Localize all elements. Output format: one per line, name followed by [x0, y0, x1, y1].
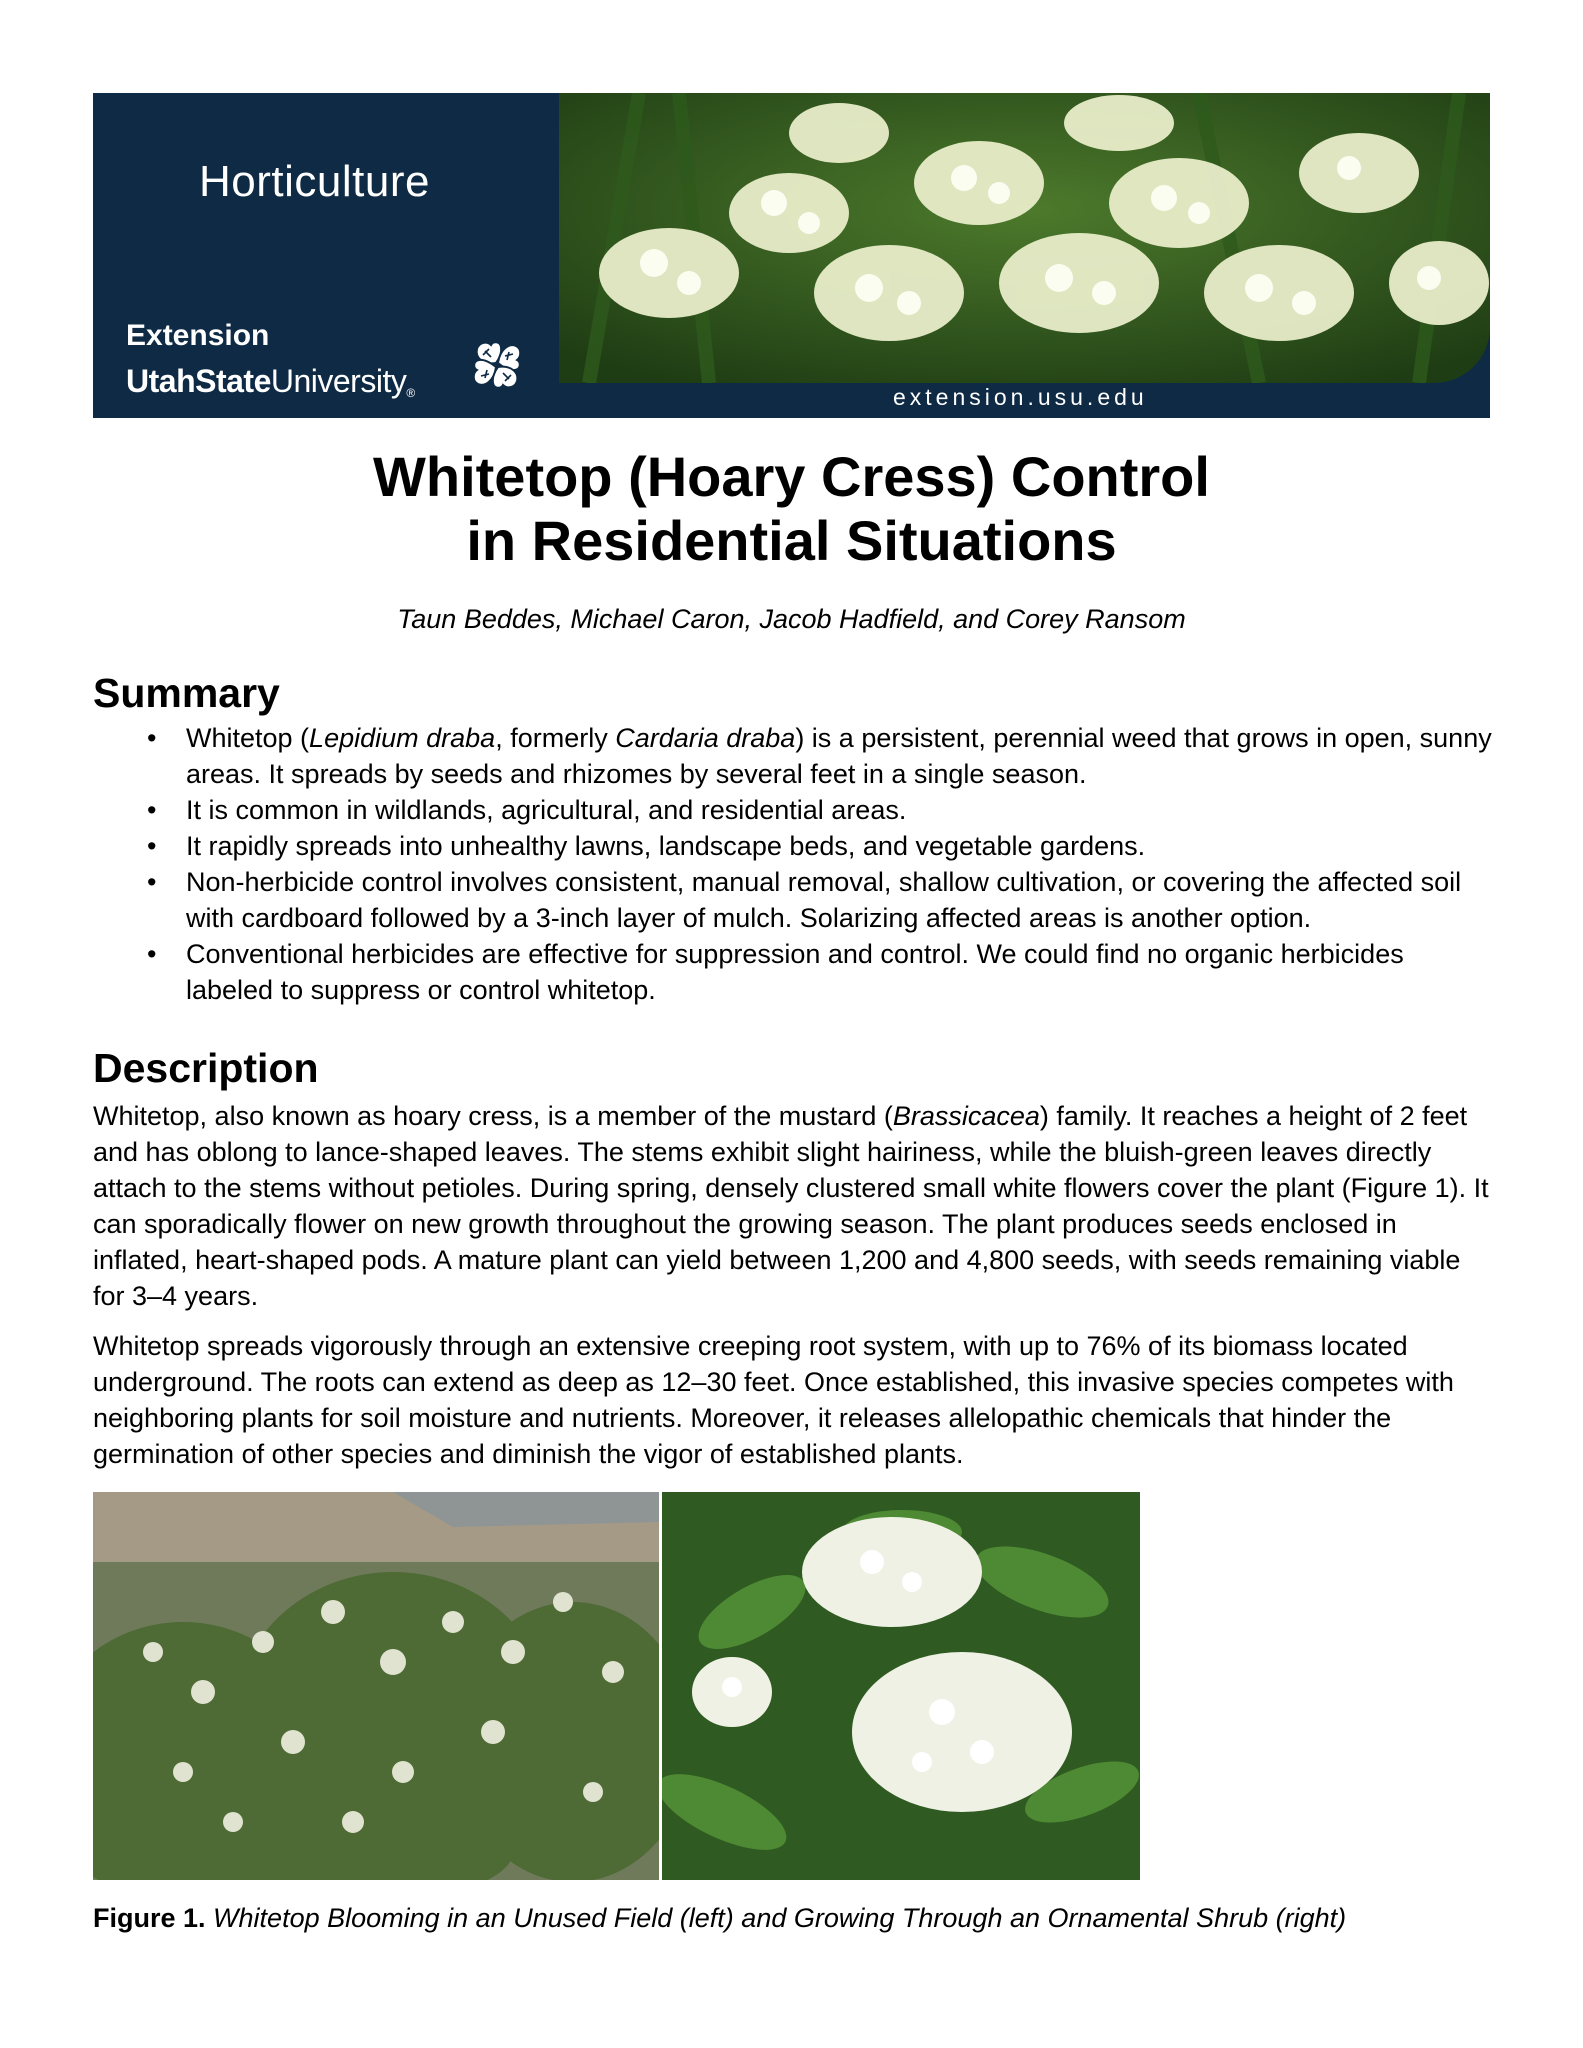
- text-run: ) is a persistent, perennial weed that grows in open, sunny areas. It spreads by seeds and rhizomes by several feet in a single season.: [186, 723, 1492, 789]
- figure-caption: [93, 1903, 1346, 1934]
- description-paragraph-1: [93, 1098, 1493, 1314]
- text-run: Whitetop, also known as hoary cress, is a member of the mustard (: [93, 1101, 893, 1131]
- species-name: Cardaria draba: [615, 723, 796, 753]
- title-line-2: in Residential Situations: [466, 509, 1117, 572]
- bullet-glyph: •: [147, 723, 157, 753]
- bullet-glyph: •: [147, 939, 157, 969]
- usu-wordmark: [126, 363, 415, 400]
- usu-wordmark-bold: UtahState: [126, 363, 271, 399]
- text-run: Whitetop (: [186, 723, 310, 753]
- text-run: It is common in wildlands, agricultural, and residential areas.: [186, 795, 907, 825]
- 4h-clover-icon: [469, 337, 525, 393]
- family-name: Brassicacea: [892, 1101, 1040, 1131]
- text-run: , formerly: [495, 723, 616, 753]
- description-heading: Description: [93, 1045, 319, 1091]
- species-name: Lepidium draba: [309, 723, 496, 753]
- section-label: Horticulture: [199, 157, 430, 206]
- summary-bullet-1: [93, 720, 1493, 792]
- text-run: ) family. It reaches a height of 2 feet and has oblong to lance-shaped leaves. The stems exhibit slight hairiness, while the bluish-green leaves directly attach to the stems without petioles. During spring, densely clustered small white flowers cover the plant (Figure 1). It can sporadically flower on new growth throughout the growing season. The plant produces seeds enclosed in inflated, heart-shaped pods. A mature plant can yield between 1,200 and 4,800 seeds, with seeds remaining viable for 3–4 years.: [93, 1101, 1489, 1311]
- figure-photo-shrub: [662, 1492, 1140, 1880]
- bullet-glyph: •: [147, 867, 157, 897]
- extension-url[interactable]: extension.usu.edu: [893, 384, 1148, 410]
- bullet-glyph: •: [147, 831, 157, 861]
- text-run: It rapidly spreads into unhealthy lawns, landscape beds, and vegetable gardens.: [186, 831, 1146, 861]
- text-run: Conventional herbicides are effective for suppression and control. We could find no organic herbicides labeled to suppress or control whitetop.: [186, 939, 1404, 1005]
- title-line-1: Whitetop (Hoary Cress) Control: [373, 445, 1210, 508]
- bullet-glyph: •: [147, 795, 157, 825]
- extension-label: Extension: [126, 319, 270, 352]
- text-run: Non-herbicide control involves consistent, manual removal, shallow cultivation, or covering the affected soil with cardboard followed by a 3-inch layer of mulch. Solarizing affected areas is another option.: [186, 867, 1462, 933]
- registered-mark: ®: [406, 386, 415, 400]
- summary-bullet-2: [93, 792, 1493, 828]
- figure-label: Figure 1.: [93, 1903, 206, 1933]
- description-paragraph-2: Whitetop spreads vigorously through an extensive creeping root system, with up to 76% of its biomass located underground. The roots can extend as deep as 12–30 feet. Once established, this invasive species competes with neighboring plants for soil moisture and nutrients. Moreover, it releases allelopathic chemicals that hinder the germination of other species and diminish the vigor of established plants.: [93, 1331, 1454, 1469]
- header-banner: [93, 93, 1490, 418]
- authors-line: Taun Beddes, Michael Caron, Jacob Hadfield, and Corey Ransom: [397, 604, 1186, 634]
- summary-bullet-5: [93, 936, 1493, 1008]
- usu-wordmark-regular: University: [270, 363, 407, 399]
- page-title: [93, 445, 1490, 573]
- figure-photo-field: [93, 1492, 659, 1880]
- summary-heading: Summary: [93, 670, 280, 716]
- banner-flower-photo: [559, 93, 1490, 383]
- summary-list: [93, 720, 1493, 1008]
- summary-bullet-4: [93, 864, 1493, 936]
- summary-bullet-3: [93, 828, 1493, 864]
- figure-caption-text: Whitetop Blooming in an Unused Field (left) and Growing Through an Ornamental Shrub (right): [213, 1903, 1347, 1933]
